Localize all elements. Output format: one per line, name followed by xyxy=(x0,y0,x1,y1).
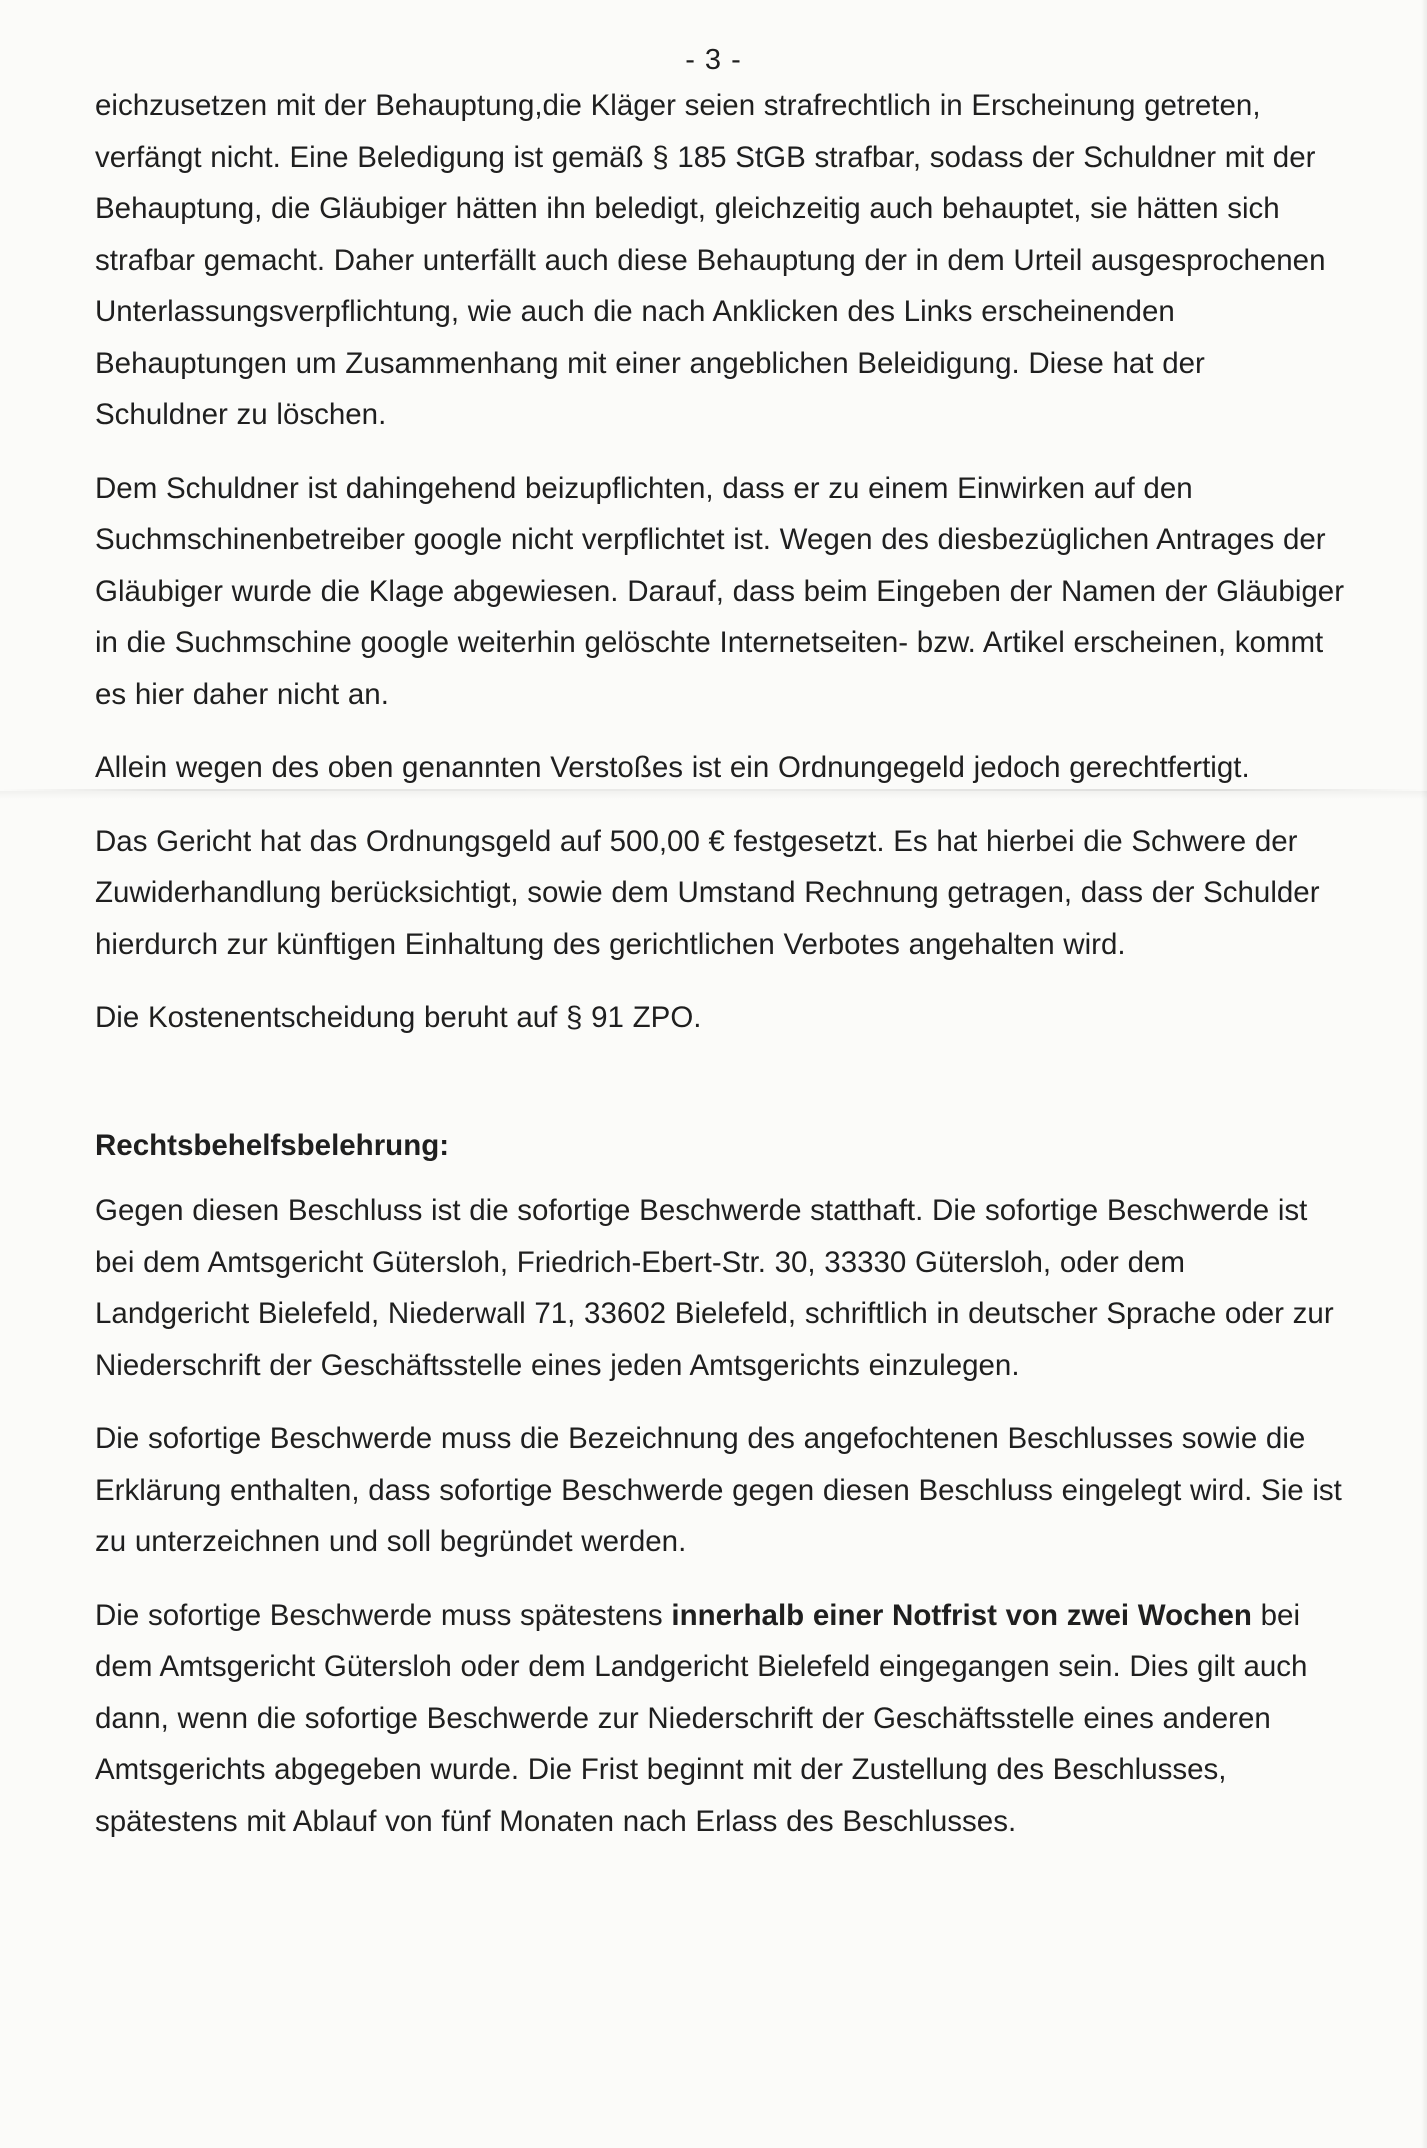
paragraph-appeal-admissible: Gegen diesen Beschluss ist die sofortige Beschwerde statthaft. Die sofortige Beschwerde ist bei dem Amtsgericht Gütersloh, Friedrich-Ebert-Str. 30, 33330 Gütersloh, oder dem Landgericht Bielefeld, Niederwall 71, 33602 Bielefeld, schriftlich in deutscher Sprache oder zur Niederschrift der Geschäftsstelle eines jeden Amtsgerichts einzulegen. xyxy=(95,1194,1334,1382)
paragraph-search-engine: Dem Schuldner ist dahingehend beizupflichten, dass er zu einem Einwirken auf den Suchmschinenbetreiber google nicht verpflichtet ist. Wegen des diesbezüglichen Antrages der Gläubiger wurde die Klage abgewiesen. Darauf, dass beim Eingeben der Namen der Gläubiger in die Suchmschine google weiterhin gelöschte Internetseiten- bzw. Artikel erscheinen, kommt es hier daher nicht an. xyxy=(95,471,1345,711)
deadline-emphasis: innerhalb einer Notfrist von zwei Wochen xyxy=(671,1598,1252,1632)
paragraph-appeal-contents: Die sofortige Beschwerde muss die Bezeichnung des angefochtenen Beschlusses sowie die Erklärung enthalten, dass sofortige Beschwerde gegen diesen Beschluss eingelegt wird. Sie ist zu unterzeichnen und soll begründet werden. xyxy=(95,1422,1342,1558)
paragraph-appeal-deadline xyxy=(95,1590,1345,1848)
page-number: - 3 - xyxy=(685,44,742,76)
document-body xyxy=(95,80,1345,1869)
section-heading-legal-remedy: Rechtsbehelfsbelehrung: xyxy=(95,1128,450,1162)
deadline-text-end: bei dem Amtsgericht Gütersloh oder dem Landgericht Bielefeld eingegangen sein. Dies gilt auch dann, wenn die sofortige Beschwerde zur Niederschrift der Geschäftsstelle eines anderen Amtsgerichts abgegeben wurde. Die Frist beginnt mit der Zustellung des Beschlusses, spätestens mit Ablauf von fünf Monaten nach Erlass des Beschlusses. xyxy=(95,1598,1308,1838)
paragraph-insult-claim: eichzusetzen mit der Behauptung,die Kläger seien strafrechtlich in Erscheinung getreten, verfängt nicht. Eine Beledigung ist gemäß § 185 StGB strafbar, sodass der Schuldner mit der Behauptung, die Gläubiger hätten ihn beledigt, gleichzeitig auch behauptet, sie hätten sich strafbar gemacht. Daher unterfällt auch diese Behauptung der in dem Urteil ausgesprochenen Unterlassungsverpflichtung, wie auch die nach Anklicken des Links erscheinenden Behauptungen um Zusammenhang mit einer angeblichen Beleidigung. Diese hat der Schuldner zu löschen. xyxy=(95,89,1326,431)
paper-edge-shadow xyxy=(1421,0,1427,2148)
paragraph-fine-justified: Allein wegen des oben genannten Verstoßes ist ein Ordnungegeld jedoch gerechtfertigt. xyxy=(95,751,1250,784)
paragraph-fine-amount: Das Gericht hat das Ordnungsgeld auf 500,00 € festgesetzt. Es hat hierbei die Schwere der Zuwiderhandlung berücksichtigt, sowie dem Umstand Rechnung getragen, dass der Schulder hierdurch zur künftigen Einhaltung des gerichtlichen Verbotes angehalten wird. xyxy=(95,824,1320,961)
deadline-text-start: Die sofortige Beschwerde muss spätestens xyxy=(95,1598,672,1632)
paragraph-costs: Die Kostenentscheidung beruht auf § 91 ZPO. xyxy=(95,1001,702,1034)
